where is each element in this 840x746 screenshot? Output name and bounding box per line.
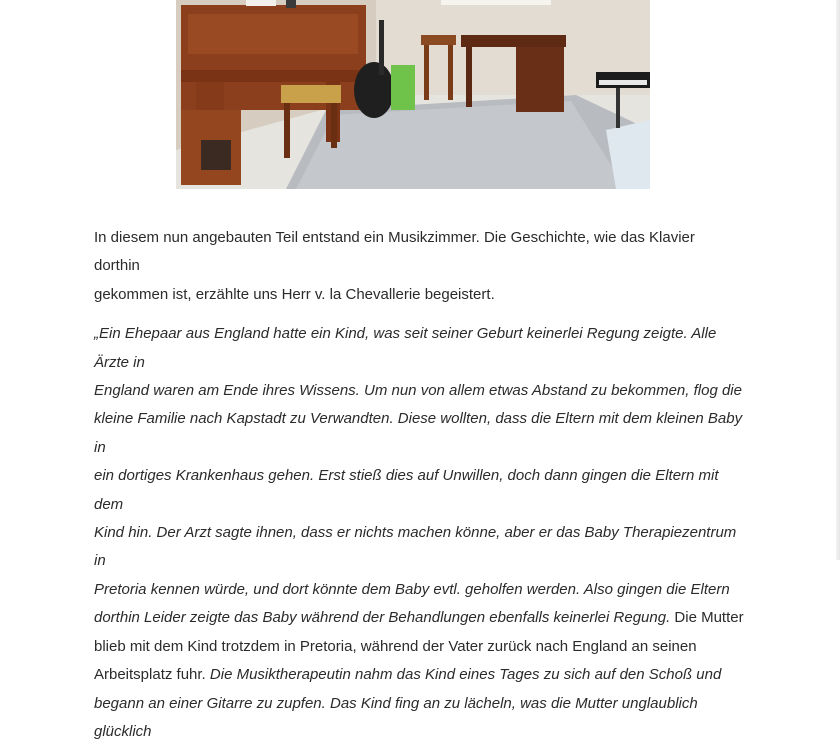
line: ein dortiges Krankenhaus gehen. Erst stieß dies auf Unwillen, doch dann gingen die Eltern mit dem <box>94 467 719 513</box>
line: Die Mutter <box>670 609 744 627</box>
line: kleine Familie nach Kapstadt zu Verwandten. Diese wollten, dass die Eltern mit dem kleinen Baby in <box>94 410 743 456</box>
line: In diesem nun angebauten Teil entstand ein Musikzimmer. Die Geschichte, wie das Klavier dorthin <box>94 229 695 275</box>
line: Die Musiktherapeutin nahm das Kind eines Tages zu sich auf den Schoß und <box>209 666 722 684</box>
line: England waren am Ende ihres Wissens. Um nun von allem etwas Abstand zu bekommen, flog die <box>94 382 742 400</box>
line: begann an einer Gitarre zu zupfen. Das Kind fing an zu lächeln, was die Mutter unglaublich glücklich <box>94 694 698 740</box>
page-edge <box>836 0 840 560</box>
line: Kind hin. Der Arzt sagte ihnen, dass er nichts machen könne, aber er das Baby Therapiezentrum in <box>94 524 737 570</box>
line: dorthin Leider zeigte das Baby während der Behandlungen ebenfalls keinerlei Regung. <box>94 609 671 627</box>
line: Pretoria kennen würde, und dort könnte dem Baby evtl. geholfen werden. Also gingen die Eltern <box>94 580 730 598</box>
story-paragraph <box>94 320 744 746</box>
line: Arbeitsplatz fuhr. <box>94 666 210 684</box>
line: „Ein Ehepaar aus England hatte ein Kind, was seit seiner Geburt keinerlei Regung zeigte. Alle Ärzte in <box>94 325 717 371</box>
article-text <box>94 224 744 746</box>
music-room-photo <box>176 0 650 189</box>
intro-paragraph <box>94 224 744 309</box>
line: blieb mit dem Kind trotzdem in Pretoria, während der Vater zurück nach England an seinen <box>94 637 697 655</box>
line: gekommen ist, erzählte uns Herr v. la Chevallerie begeistert. <box>94 285 495 303</box>
